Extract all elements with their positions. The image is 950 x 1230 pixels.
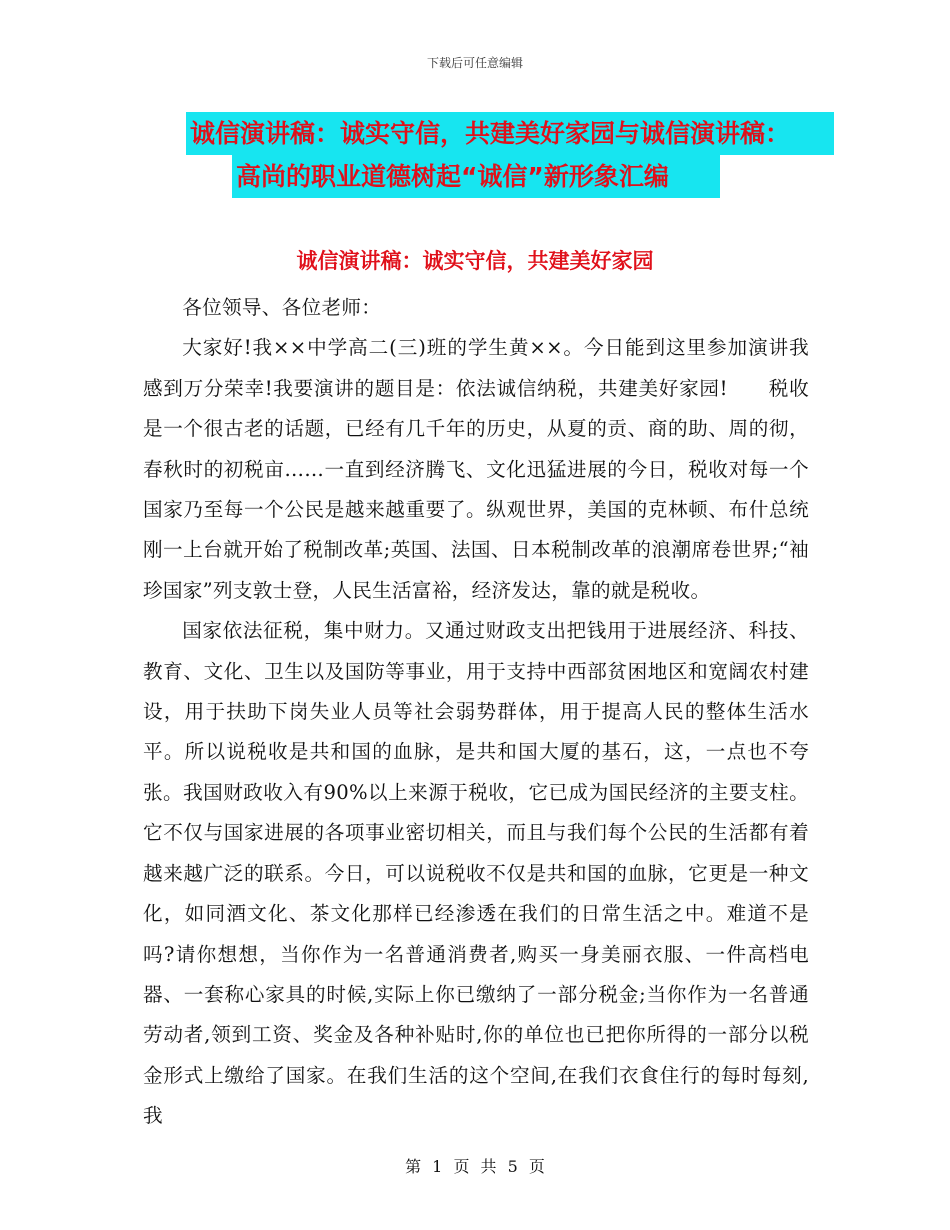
page-footer: 第 1 页 共 5 页 bbox=[405, 1157, 545, 1176]
salutation-paragraph: 各位领导、各位老师： bbox=[182, 296, 382, 319]
header-note: 下载后可任意编辑 bbox=[426, 56, 523, 70]
document-title-line-2: 高尚的职业道德树起“诚信”新形象汇编 bbox=[232, 155, 720, 198]
body-text bbox=[143, 288, 809, 1137]
body-paragraph-1: 大家好!我××中学高二(三)班的学生黄××。今日能到这里参加演讲我感到万分荣幸!我要演讲的题目是：依法诚信纳税，共建美好家园! 税收是一个很古老的话题，已经有几千年的历史，从夏的贡、商的助、周的彻，春秋时的初税亩……一直到经济腾飞、文化迅猛进展的今日，税收对每一个国家乃至每一个公民是越来越重要了。纵观世界，美国的克林顿、布什总统刚一上台就开始了税制改革;英国、法国、日本税制改革的浪潮席卷世界;“袖珍国家”列支敦士登，人民生活富裕，经济发达，靠的就是税收。 bbox=[143, 336, 809, 602]
document-title-line-1: 诚信演讲稿：诚实守信，共建美好家园与诚信演讲稿： bbox=[186, 112, 834, 155]
body-paragraph-2: 国家依法征税，集中财力。又通过财政支出把钱用于进展经济、科技、教育、文化、卫生以及国防等事业，用于支持中西部贫困地区和宽阔农村建设，用于扶助下岗失业人员等社会弱势群体，用于提高人民的整体生活水平。所以说税收是共和国的血脉，是共和国大厦的基石，这，一点也不夸张。我国财政收入有90%以上来源于税收，它已成为国民经济的主要支柱。它不仅与国家进展的各项事业密切相关，而且与我们每个公民的生活都有着越来越广泛的联系。今日，可以说税收不仅是共和国的血脉，它更是一种文化，如同酒文化、茶文化那样已经渗透在我们的日常生活之中。难道不是吗?请你想想，当你作为一名普通消费者,购买一身美丽衣服、一件高档电器、一套称心家具的时候,实际上你已缴纳了一部分税金;当你作为一名普通劳动者,领到工资、奖金及各种补贴时,你的单位也已把你所得的一部分以税金形式上缴给了国家。在我们生活的这个空间,在我们衣食住行的每时每刻,我 bbox=[143, 619, 809, 1128]
section-heading: 诚信演讲稿：诚实守信，共建美好家园 bbox=[296, 249, 654, 273]
